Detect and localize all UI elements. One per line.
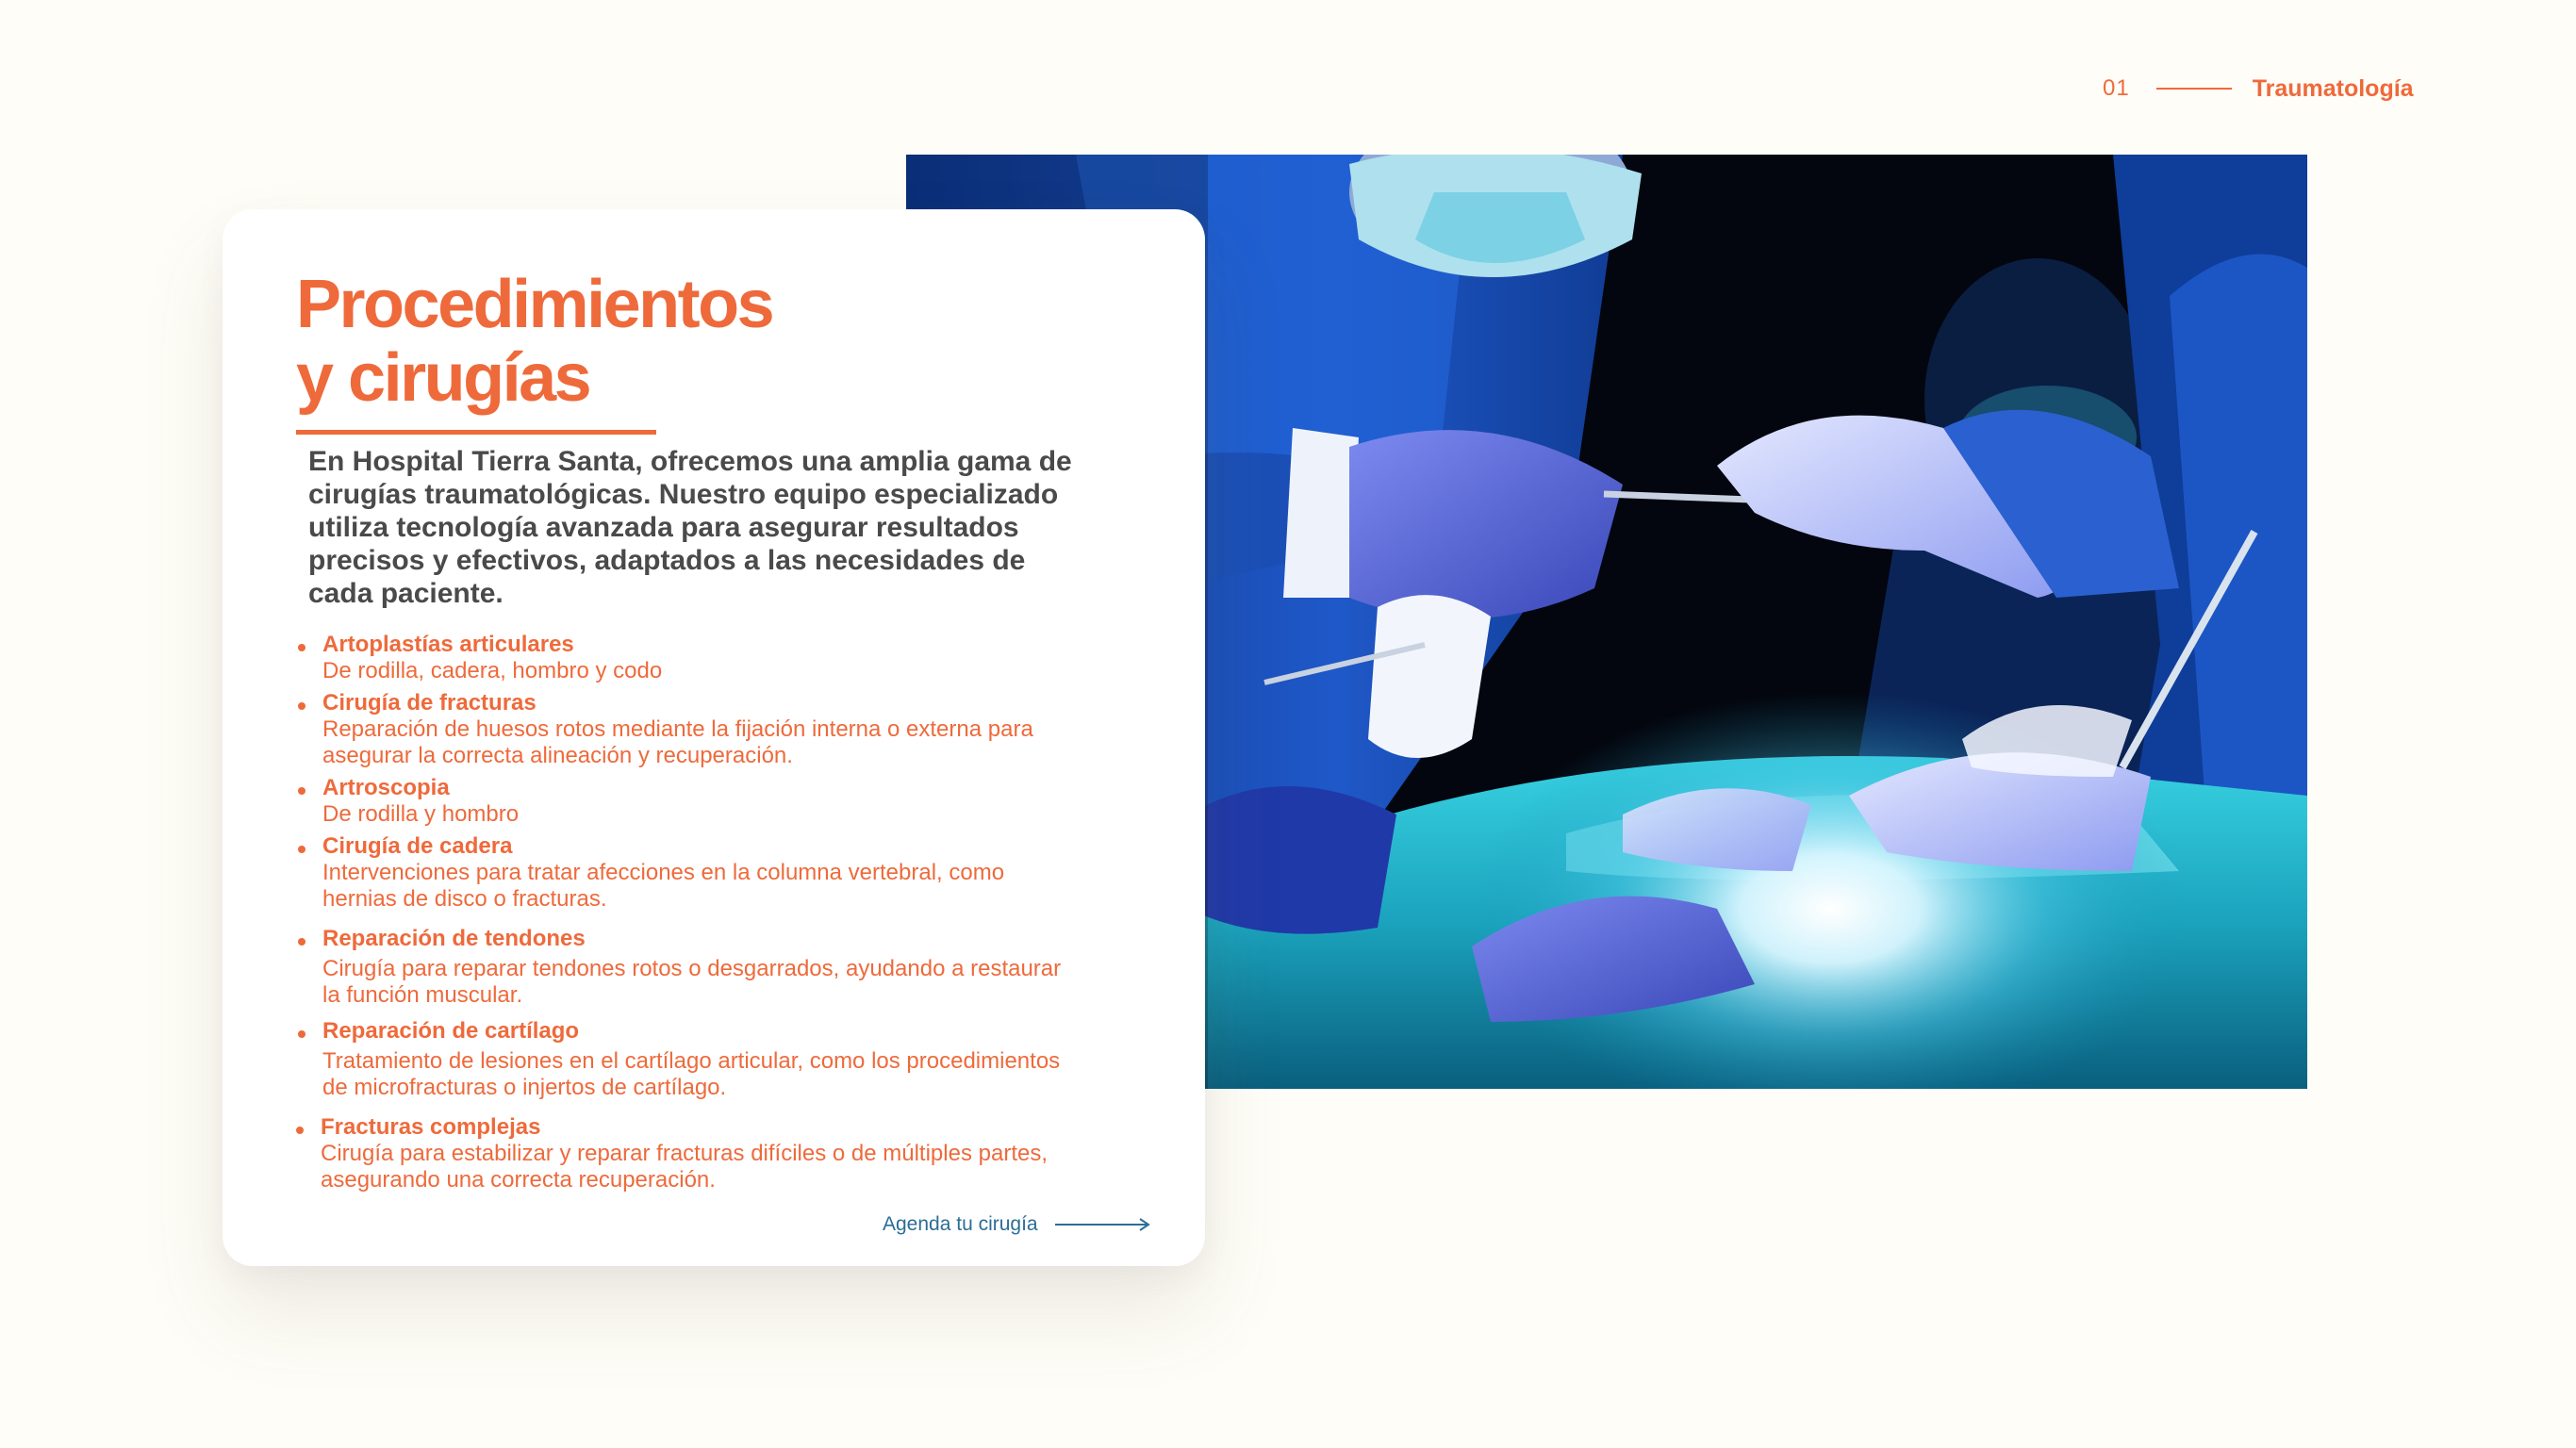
- procedure-title: Reparación de tendones: [322, 926, 586, 951]
- top-navigation: [2103, 70, 2423, 107]
- card-title: [296, 268, 772, 415]
- procedure-title: Artoplastías articulares: [322, 632, 574, 657]
- list-item: [298, 1018, 1071, 1101]
- list-item: [298, 775, 1071, 828]
- procedure-description: De rodilla, cadera, hombro y codo: [322, 658, 663, 683]
- title-line-2: y cirugías: [296, 340, 590, 416]
- procedures-list: [298, 632, 1071, 1193]
- procedure-description: De rodilla y hombro: [322, 801, 520, 827]
- section-label[interactable]: Traumatología: [2252, 74, 2414, 102]
- procedure-description: Cirugía para reparar tendones rotos o desgarrados, ayudando a restaurar la función muscular.: [322, 956, 1062, 1008]
- list-item: [296, 1114, 1071, 1193]
- schedule-surgery-label[interactable]: Agenda tu cirugía: [883, 1213, 1038, 1235]
- list-item: [298, 926, 1071, 1009]
- procedure-title: Artroscopia: [322, 775, 450, 800]
- procedure-description: Reparación de huesos rotos mediante la fijación interna o externa para asegurar la correcta alineación y recuperación.: [322, 716, 1033, 768]
- procedures-card: [223, 209, 1205, 1266]
- intro-paragraph: En Hospital Tierra Santa, ofrecemos una amplia gama de cirugías traumatológicas. Nuestro equipo especializado utiliza tecnología avanzada para asegurar resultados precisos y efectivos, adaptados a las necesidades de cada paciente.: [308, 446, 1072, 609]
- procedure-description: Tratamiento de lesiones en el cartílago articular, como los procedimientos de microfracturas o injertos de cartílago.: [322, 1048, 1061, 1100]
- schedule-surgery-link[interactable]: [883, 1213, 1151, 1236]
- list-item: [298, 690, 1071, 769]
- page-number: 01: [2103, 75, 2130, 101]
- procedure-title: Reparación de cartílago: [322, 1018, 580, 1044]
- procedure-title: Cirugía de cadera: [322, 833, 513, 859]
- procedure-title: Cirugía de fracturas: [322, 690, 537, 716]
- list-item: [298, 833, 1071, 913]
- title-line-1: Procedimientos: [296, 267, 773, 342]
- procedure-title: Fracturas complejas: [321, 1114, 541, 1140]
- arrow-right-icon[interactable]: [1055, 1217, 1151, 1232]
- procedure-description: Cirugía para estabilizar y reparar fracturas difíciles o de múltiples partes, asegurando una correcta recuperación.: [321, 1141, 1048, 1193]
- nav-divider: [2156, 88, 2232, 90]
- procedure-description: Intervenciones para tratar afecciones en la columna vertebral, como hernias de disco o fracturas.: [322, 860, 1005, 912]
- title-underline: [296, 430, 656, 435]
- list-item: [298, 632, 1071, 684]
